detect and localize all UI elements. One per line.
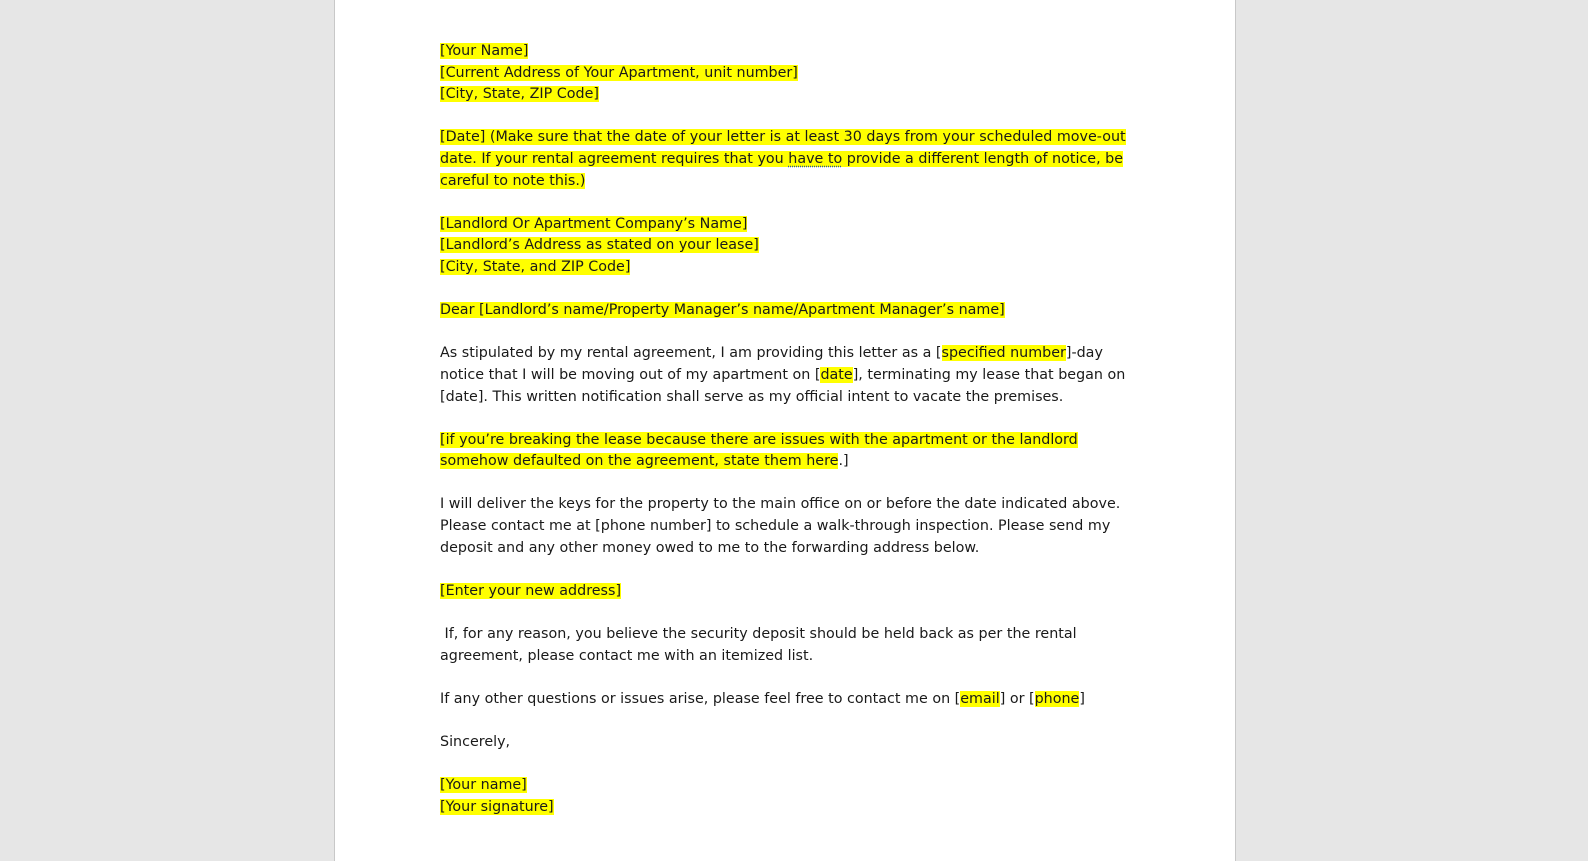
recipient-city-state-zip: [City, State, and ZIP Code] (440, 258, 631, 275)
new-address-paragraph (440, 581, 1130, 603)
breaking-line-1: [if you’re breaking the lease because there are issues with the apartment or the landlord (440, 431, 1078, 448)
notice-line-1c: ]-day (1065, 345, 1103, 362)
notice-line-2a: notice that I will be moving out of my apartment on [ (440, 366, 821, 383)
questions-paragraph (440, 689, 1130, 711)
notice-line-3: [date]. This written notification shall serve as my official intent to vacate the premises. (440, 388, 1064, 405)
salutation: Dear [Landlord’s name/Property Manager’s name/Apartment Manager’s name] (440, 302, 1005, 319)
recipient-block (440, 214, 1130, 279)
new-address: [Enter your new address] (440, 582, 622, 599)
notice-line-2c: ], terminating my lease that began on (852, 366, 1126, 383)
signoff-signature: [Your signature] (440, 798, 554, 815)
sender-city-state-zip: [City, State, ZIP Code] (440, 86, 599, 103)
recipient-name: [Landlord Or Apartment Company’s Name] (440, 215, 748, 232)
sender-address: [Current Address of Your Apartment, unit number] (440, 64, 798, 81)
questions-email: email (960, 690, 1000, 707)
deposit-line-2: agreement, please contact me with an itemized list. (440, 647, 814, 664)
deposit-line-1: If, for any reason, you believe the security deposit should be held back as per the rental (440, 626, 1077, 643)
questions-or: ] or [ (999, 690, 1035, 707)
date-line-2a: date. If your rental agreement requires that you (440, 150, 789, 167)
breaking-paragraph (440, 430, 1130, 473)
notice-specified-number: specified number (941, 345, 1066, 362)
deposit-paragraph (440, 624, 1130, 667)
date-paragraph (440, 127, 1130, 192)
date-line-3: careful to note this.) (440, 172, 586, 189)
sender-block (440, 41, 1130, 106)
closing: Sincerely, (440, 734, 511, 750)
sender-name: [Your Name] (440, 43, 529, 59)
closing-paragraph (440, 732, 1130, 754)
date-line-2c: provide a different length of notice, be (842, 150, 1124, 167)
letter-body[interactable] (440, 41, 1130, 840)
notice-paragraph (440, 343, 1130, 408)
notice-line-1a: As stipulated by my rental agreement, I am providing this letter as a [ (440, 345, 942, 362)
breaking-line-2b: .] (838, 453, 849, 470)
document-page (334, 0, 1236, 861)
keys-line-3: deposit and any other money owed to me to the forwarding address below. (440, 539, 980, 556)
questions-end: ] (1079, 690, 1085, 707)
keys-line-1: I will deliver the keys for the property to the main office on or before the date indicated above. (440, 496, 1121, 513)
recipient-address: [Landlord’s Address as stated on your lease] (440, 237, 759, 254)
signoff-name: [Your name] (440, 777, 527, 794)
keys-line-2: Please contact me at [phone number] to schedule a walk-through inspection. Please send my (440, 518, 1111, 535)
salutation-paragraph (440, 300, 1130, 322)
notice-date: date (820, 366, 853, 383)
keys-paragraph (440, 494, 1130, 559)
breaking-line-2a: somehow defaulted on the agreement, state them here (440, 453, 839, 470)
questions-phone: phone (1034, 690, 1080, 707)
grammar-flag-have-to[interactable]: have to (788, 150, 843, 167)
questions-text: If any other questions or issues arise, please feel free to contact me on [ (440, 690, 961, 707)
signoff-block (440, 775, 1130, 818)
date-line-1: [Date] (Make sure that the date of your letter is at least 30 days from your scheduled move-out (440, 129, 1126, 146)
